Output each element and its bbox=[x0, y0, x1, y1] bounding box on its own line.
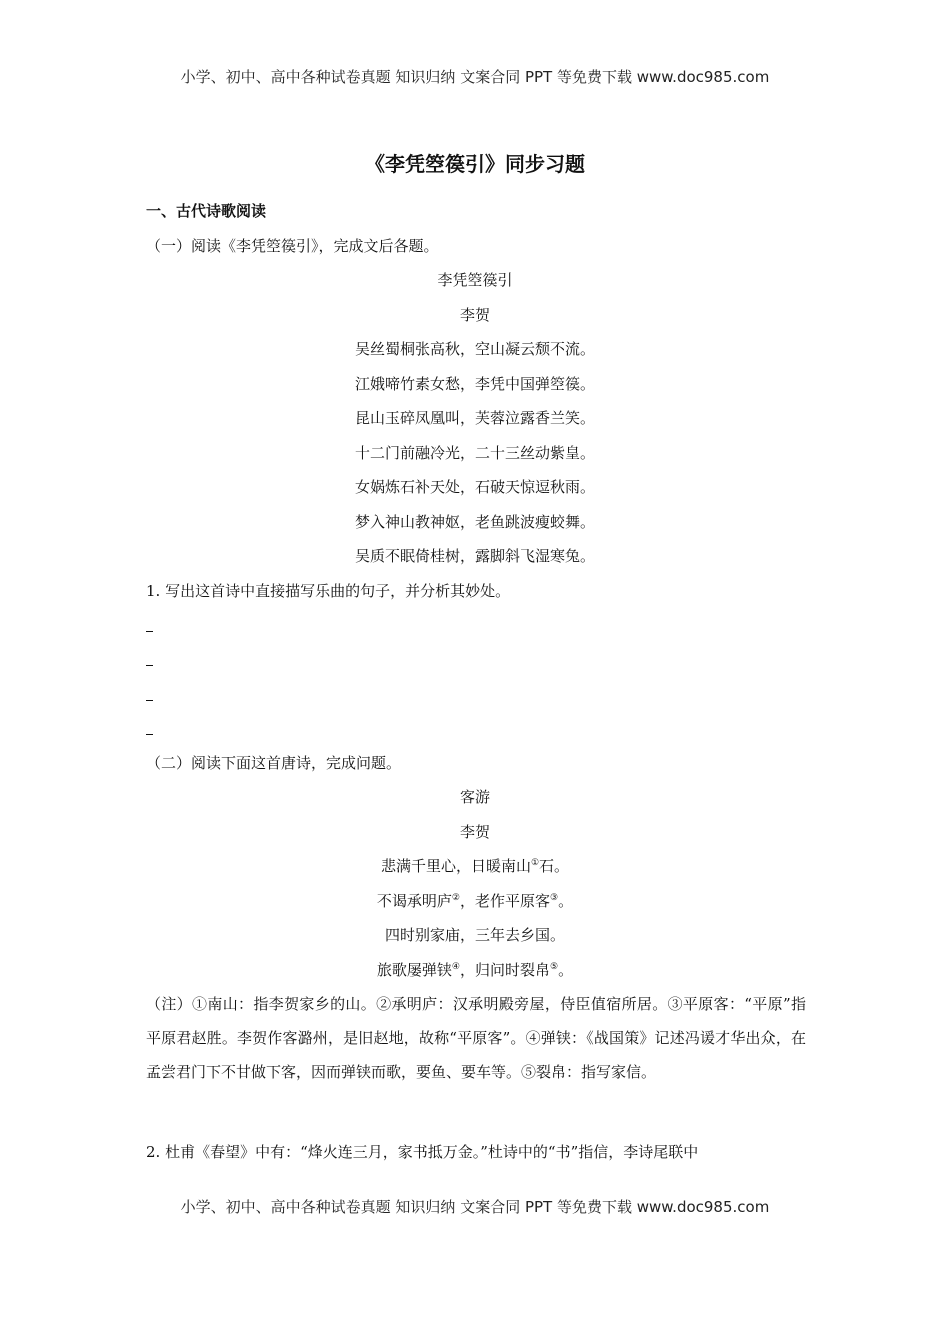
poem2-author: 李贺 bbox=[459, 823, 490, 841]
poem2-line bbox=[0, 855, 950, 877]
question-2: 2. 杜甫《春望》中有：“烽火连三月，家书抵万金。”杜诗中的“书”指信，李诗尾联中 bbox=[146, 1143, 699, 1161]
poem1-line: 十二门前融冷光，二十三丝动紫皇。 bbox=[354, 444, 595, 462]
answer-blank-line bbox=[146, 665, 153, 666]
poem2-text: ，归问时裂帛 bbox=[459, 961, 550, 979]
part2-intro: （二）阅读下面这首唐诗，完成问题。 bbox=[146, 754, 402, 772]
answer-blank-line bbox=[146, 631, 153, 632]
question-1: 1. 写出这首诗中直接描写乐曲的句子，并分析其妙处。 bbox=[146, 582, 511, 600]
footnote-ref: ③ bbox=[550, 893, 559, 903]
poem1-line: 女娲炼石补天处，石破天惊逗秋雨。 bbox=[354, 478, 595, 496]
page-header: 小学、初中、高中各种试卷真题 知识归纳 文案合同 PPT 等免费下载 www.doc985.com bbox=[180, 68, 770, 86]
poem2-title: 客游 bbox=[459, 788, 490, 806]
poem2-text: 不谒承明庐 bbox=[376, 892, 452, 910]
poem2-line bbox=[0, 959, 950, 981]
poem2-text: 旅歌屡弹铗 bbox=[376, 961, 452, 979]
footnote-ref: ② bbox=[451, 893, 460, 903]
poem1-line: 昆山玉碎凤凰叫，芙蓉泣露香兰笑。 bbox=[354, 409, 595, 427]
poem2-line bbox=[0, 890, 950, 912]
answer-blank-line bbox=[146, 734, 153, 735]
poem2-text: ，老作平原客 bbox=[459, 892, 550, 910]
poem2-notes: （注）①南山：指李贺家乡的山。②承明庐：汉承明殿旁屋，侍臣值宿所居。③平原客：“平原”指平原君赵胜。李贺作客潞州，是旧赵地，故称“平原客”。④弹铗：《战国策》记述冯谖才华出众，在孟尝君门下不甘做下客，因而弹铗而歌，要鱼、要车等。⑤裂帛：指写家信。 bbox=[146, 995, 806, 1081]
poem2-text: 。 bbox=[558, 961, 574, 979]
page-footer: 小学、初中、高中各种试卷真题 知识归纳 文案合同 PPT 等免费下载 www.doc985.com bbox=[180, 1198, 770, 1216]
footnote-ref: ⑤ bbox=[550, 962, 559, 972]
poem1-line: 江娥啼竹素女愁，李凭中国弹箜篌。 bbox=[354, 375, 595, 393]
page-title: 《李凭箜篌引》同步习题 bbox=[365, 152, 585, 176]
footnote-ref: ① bbox=[530, 858, 540, 868]
poem1-author: 李贺 bbox=[459, 306, 490, 324]
poem1-line: 梦入神山教神妪，老鱼跳波瘦蛟舞。 bbox=[354, 513, 595, 531]
section-heading: 一、古代诗歌阅读 bbox=[146, 202, 267, 220]
poem1-line: 吴质不眠倚桂树，露脚斜飞湿寒兔。 bbox=[354, 547, 595, 565]
poem2-text: 悲满千里心，日暖南山 bbox=[380, 857, 531, 875]
part1-intro: （一）阅读《李凭箜篌引》，完成文后各题。 bbox=[146, 237, 439, 255]
poem2-line: 四时别家庙，三年去乡国。 bbox=[384, 926, 565, 944]
answer-blank-line bbox=[146, 700, 153, 701]
poem2-text: 石。 bbox=[539, 857, 570, 875]
footnote-ref: ④ bbox=[451, 962, 460, 972]
poem2-text: 。 bbox=[558, 892, 574, 910]
poem1-line: 吴丝蜀桐张高秋，空山凝云颓不流。 bbox=[354, 340, 595, 358]
poem1-title: 李凭箜篌引 bbox=[437, 271, 513, 289]
